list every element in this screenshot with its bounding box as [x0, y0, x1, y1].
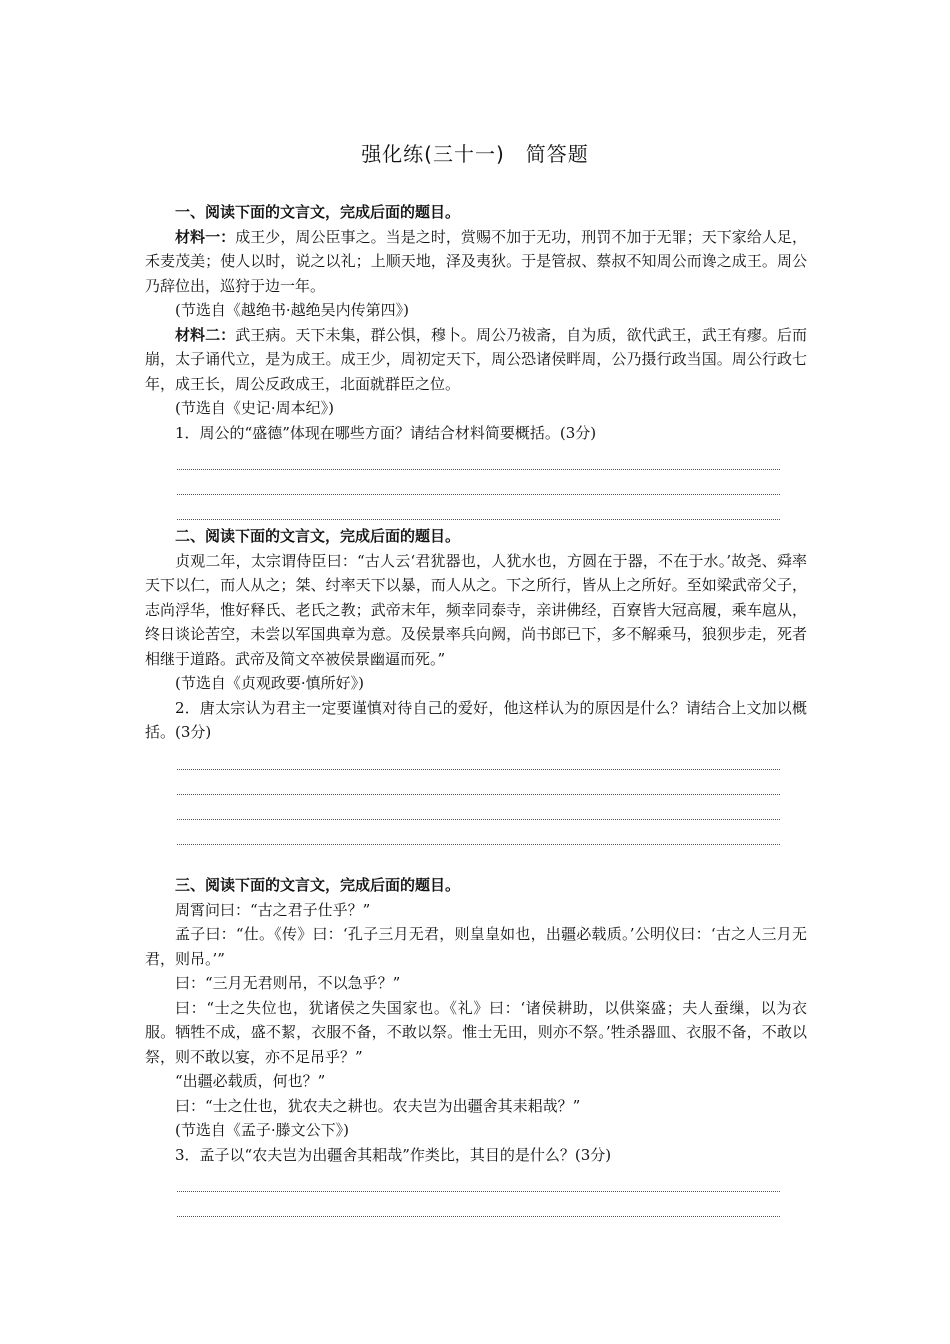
- section-three-heading: 三、阅读下面的文言文，完成后面的题目。: [175, 876, 461, 894]
- section-two-heading: 二、阅读下面的文言文，完成后面的题目。: [175, 527, 461, 545]
- section-two-source: (节选自《贞观政要·慎所好》): [175, 674, 364, 692]
- dialogue-line: “出疆必载质，何也？”: [175, 1072, 326, 1090]
- answer-line[interactable]: [177, 445, 780, 470]
- answer-area-two[interactable]: [177, 745, 780, 845]
- dialogue-line: 曰：“三月无君则吊，不以急乎？”: [175, 974, 401, 992]
- material-one-label: 材料一：: [175, 227, 236, 246]
- material-two-source: (节选自《史记·周本纪》): [175, 399, 334, 417]
- answer-line[interactable]: [177, 745, 780, 770]
- question-one: 1．周公的“盛德”体现在哪些方面？请结合材料简要概括。(3分): [175, 423, 597, 442]
- dialogue-line: 孟子曰：“仕。《传》曰：‘孔子三月无君，则皇皇如也，出疆必载质。’公明仪曰：‘古之人三月无君，则吊。’”: [145, 925, 807, 968]
- answer-area-one[interactable]: [177, 445, 780, 520]
- answer-line[interactable]: [177, 495, 780, 520]
- dialogue-line: 曰：“士之仕也，犹农夫之耕也。农夫岂为出疆舍其耒耜哉？”: [175, 1096, 581, 1115]
- dialogue-line: 曰：“士之失位也，犹诸侯之失国家也。《礼》曰：‘诸侯耕助，以供粢盛；夫人蚕缫，以为衣服。牺牲不成，盛不絜，衣服不备，不敢以祭。惟士无田，则亦不祭。’牲杀器皿、衣服不备，不敢以祭，则不敢以宴，亦不足吊乎？”: [145, 998, 807, 1066]
- section-three-source: (节选自《孟子·滕文公下》): [175, 1121, 349, 1139]
- answer-line[interactable]: [177, 770, 780, 795]
- material-two-paragraph: [145, 323, 807, 397]
- section-one-heading: 一、阅读下面的文言文，完成后面的题目。: [175, 203, 461, 221]
- dialogue-line: 周霄问曰：“古之君子仕乎？”: [175, 900, 371, 919]
- page-title: 强化练(三十一) 简答题: [361, 142, 589, 166]
- material-two-label: 材料二：: [175, 325, 236, 344]
- answer-line[interactable]: [177, 1167, 780, 1192]
- section-one: [145, 200, 807, 520]
- material-one-source: (节选自《越绝书·越绝吴内传第四》): [175, 301, 409, 319]
- section-three: [145, 873, 807, 1217]
- section-two-text: 贞观二年，太宗谓侍臣曰：“古人云‘君犹器也，人犹水也，方圆在于器，不在于水。’故尧、舜率天下以仁，而人从之；桀、纣率天下以暴，而人从之。下之所行，皆从上之所好。至如梁武帝父子，志尚浮华，惟好释氏、老氏之教；武帝末年，频幸同泰寺，亲讲佛经，百寮皆大冠高履，乘车扈从，终日谈论苦空，未尝以军国典章为意。及侯景率兵向阙，尚书郎已下，多不解乘马，狼狈步走，死者相继于道路。武帝及简文卒被侯景幽逼而死。”: [145, 551, 807, 668]
- answer-line[interactable]: [177, 820, 780, 845]
- answer-area-three[interactable]: [177, 1167, 780, 1217]
- material-one-paragraph: [145, 225, 807, 299]
- material-one-text: 成王少，周公臣事之。当是之时，赏赐不加于无功，刑罚不加于无罪；天下家给人足，禾麦茂美；使人以时，说之以礼；上顺天地，泽及夷狄。于是管叔、蔡叔不知周公而谗之成王。周公乃辞位出，巡狩于边一年。: [145, 227, 807, 295]
- section-two: [145, 524, 807, 845]
- answer-line[interactable]: [177, 1192, 780, 1217]
- question-two: 2．唐太宗认为君主一定要谨慎对待自己的爱好，他这样认为的原因是什么？请结合上文加以概括。(3分): [145, 698, 807, 741]
- answer-line[interactable]: [177, 470, 780, 495]
- answer-line[interactable]: [177, 795, 780, 820]
- material-two-text: 武王病。天下未集，群公惧，穆卜。周公乃祓斋，自为质，欲代武王，武王有瘳。后而崩，太子诵代立，是为成王。成王少，周初定天下，周公恐诸侯畔周，公乃摄行政当国。周公行政七年，成王长，周公反政成王，北面就群臣之位。: [145, 325, 807, 393]
- question-three: 3．孟子以“农夫岂为出疆舍其耜哉”作类比，其目的是什么？(3分): [175, 1145, 612, 1164]
